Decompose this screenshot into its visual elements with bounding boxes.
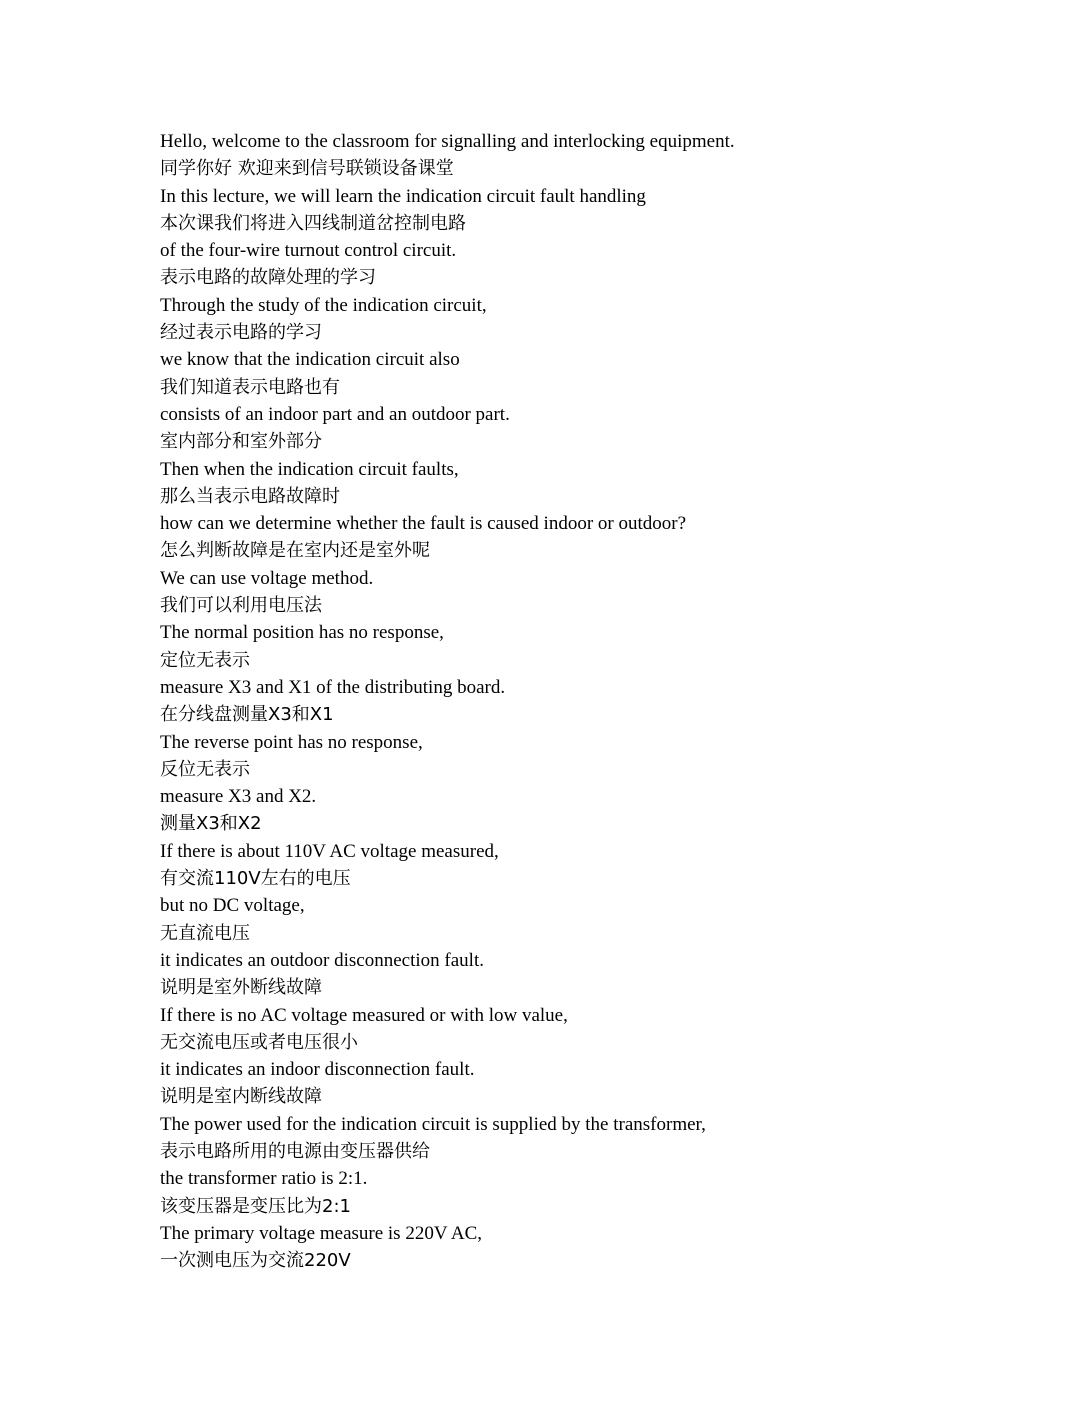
english-line: We can use voltage method. [160,567,374,589]
chinese-line: 怎么判断故障是在室内还是室外呢 [160,540,430,562]
chinese-line: 表示电路的故障处理的学习 [160,267,376,289]
english-line: The power used for the indication circuit is supplied by the transformer, [160,1113,706,1135]
english-line: Through the study of the indication circuit, [160,294,487,316]
english-line: how can we determine whether the fault is caused indoor or outdoor? [160,513,687,535]
english-line: measure X3 and X2. [160,786,317,808]
english-line: but no DC voltage, [160,895,305,917]
chinese-line: 该变压器是变压比为2:1 [160,1195,351,1217]
english-line: of the four-wire turnout control circuit. [160,240,457,262]
english-line: The normal position has no response, [160,622,444,644]
chinese-line: 说明是室外断线故障 [160,977,322,999]
chinese-line: 我们可以利用电压法 [160,595,322,617]
english-line: The reverse point has no response, [160,731,423,753]
chinese-line: 本次课我们将进入四线制道岔控制电路 [160,212,466,234]
chinese-line: 同学你好 欢迎来到信号联锁设备课堂 [160,158,454,180]
english-line: If there is about 110V AC voltage measured, [160,840,499,862]
english-line: If there is no AC voltage measured or with low value, [160,1004,568,1026]
chinese-line: 反位无表示 [160,758,250,780]
chinese-line: 室内部分和室外部分 [160,431,322,453]
english-line: it indicates an indoor disconnection fault. [160,1059,475,1081]
english-line: Then when the indication circuit faults, [160,458,459,480]
english-line: consists of an indoor part and an outdoor part. [160,403,510,425]
english-line: the transformer ratio is 2:1. [160,1168,368,1190]
chinese-line: 在分线盘测量X3和X1 [160,704,334,726]
english-line: it indicates an outdoor disconnection fault. [160,949,484,971]
chinese-line: 无交流电压或者电压很小 [160,1031,358,1053]
english-line: measure X3 and X1 of the distributing board. [160,676,506,698]
chinese-line: 我们知道表示电路也有 [160,376,340,398]
chinese-line: 经过表示电路的学习 [160,322,322,344]
chinese-line: 无直流电压 [160,922,250,944]
bilingual-transcript [160,128,1040,1274]
chinese-line: 有交流110V左右的电压 [160,868,351,890]
chinese-line: 测量X3和X2 [160,813,262,835]
chinese-line: 说明是室内断线故障 [160,1086,322,1108]
chinese-line: 定位无表示 [160,649,250,671]
english-line: Hello, welcome to the classroom for signalling and interlocking equipment. [160,131,735,152]
chinese-line: 一次测电压为交流220V [160,1250,351,1272]
english-line: The primary voltage measure is 220V AC, [160,1222,483,1244]
english-line: In this lecture, we will learn the indication circuit fault handling [160,185,646,207]
chinese-line: 那么当表示电路故障时 [160,485,340,507]
english-line: we know that the indication circuit also [160,349,460,371]
chinese-line: 表示电路所用的电源由变压器供给 [160,1140,430,1162]
